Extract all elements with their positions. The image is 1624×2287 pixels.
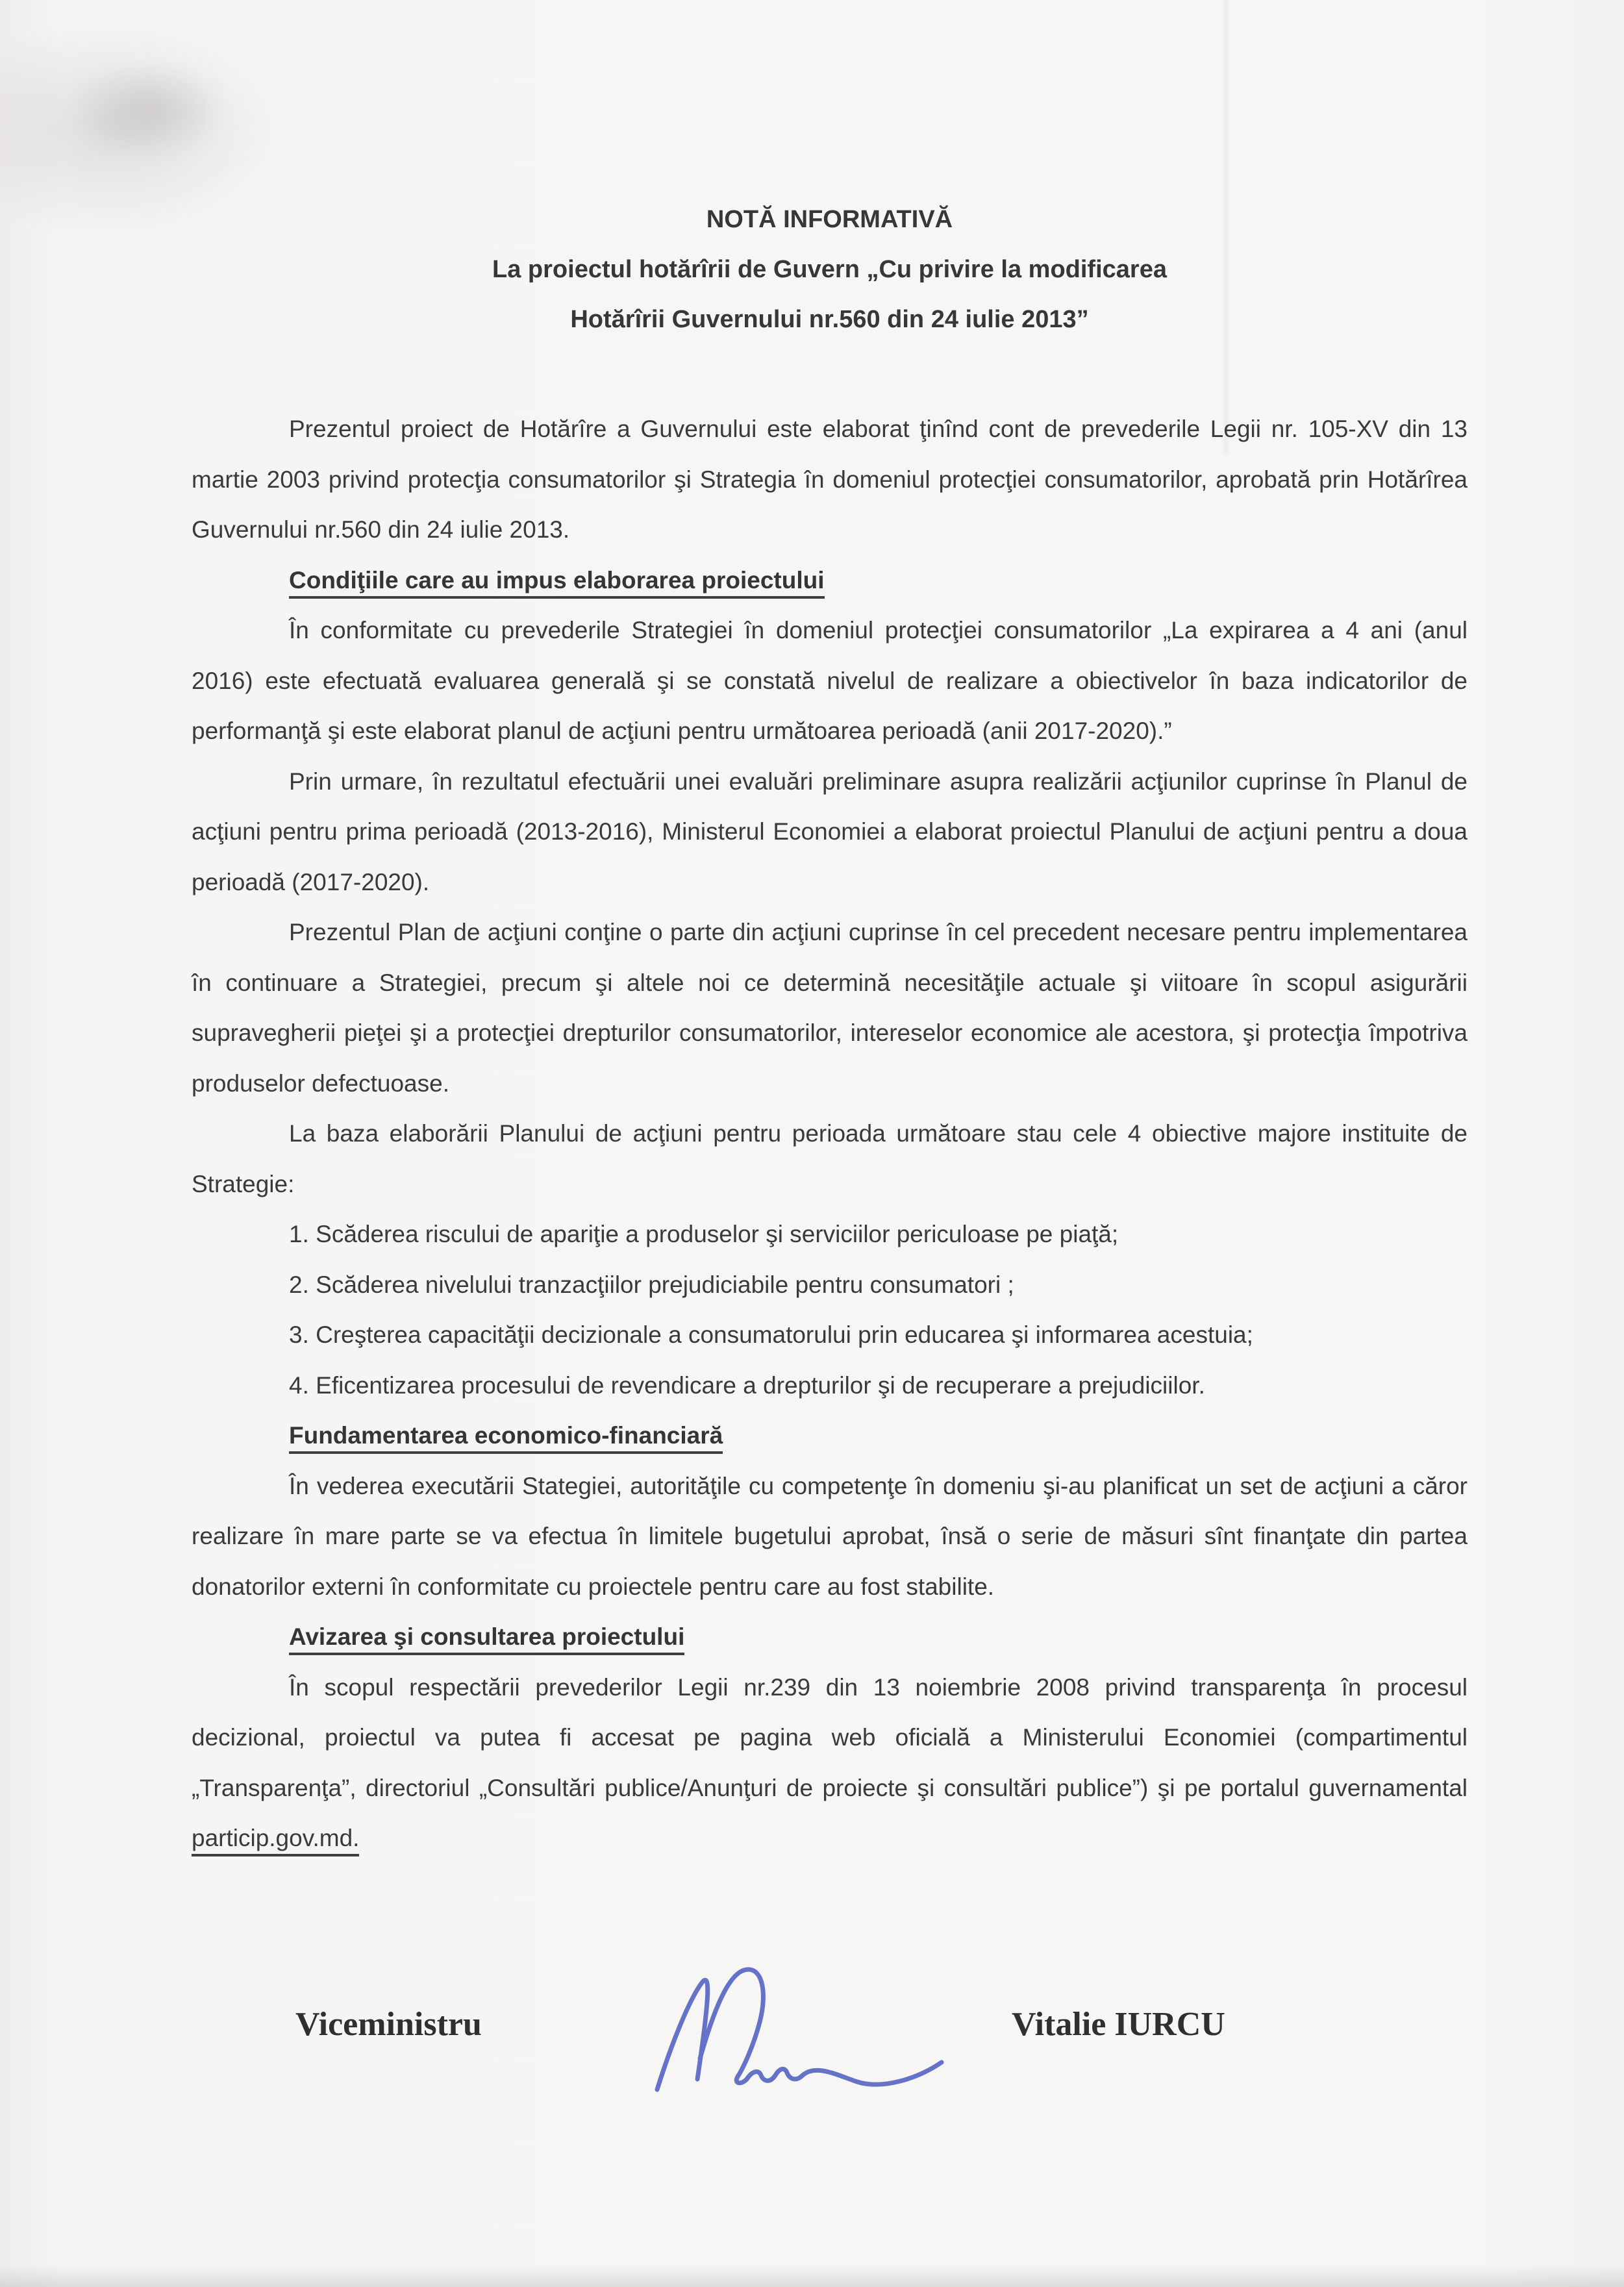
signer-role-label: Viceministru [295, 2006, 482, 2043]
scan-edge-shadow [0, 2265, 1624, 2287]
paragraph-plan-content: Prezentul Plan de acţiuni conţine o parte din acţiuni cuprinse în cel precedent necesare pentru implementarea în continuare a Strategiei, precum şi altele noi ce determină necesităţile actuale şi viitoare în scopul asigurării supravegherii pieţei şi a protecţiei drepturilor consumatorilor, intereselor economice ale acestora, şi protecţia împotriva produselor defectuoase. [192, 919, 1468, 1097]
document-subtitle-line1: La proiectul hotărîrii de Guvern „Cu privire la modificarea [492, 256, 1167, 283]
document-title-block [192, 195, 1468, 345]
objective-item-3: 3. Creşterea capacităţii decizionale a consumatorului prin educarea şi informarea acestuia; [289, 1321, 1253, 1348]
portal-link-text: particip.gov.md. [192, 1825, 359, 1856]
paragraph-financial: În vederea executării Stategiei, autorităţile cu competenţe în domeniu şi-au planificat un set de acţiuni a căror realizare în mare parte se va efectua în limitele bugetului aprobat, însă o serie de măsuri sînt finanţate din partea donatorilor externi în conformitate cu proiectele pentru care au fost stabilite. [192, 1472, 1468, 1600]
document-body [192, 195, 1468, 1864]
section-heading-financial-text: Fundamentarea economico-financiară [289, 1422, 723, 1454]
document-subtitle-line2: Hotărîrii Guvernului nr.560 din 24 iulie 2013” [570, 306, 1089, 333]
objective-item-1: 1. Scăderea riscului de apariţie a produselor şi serviciilor periculoase pe piaţă; [289, 1221, 1119, 1247]
section-heading-consultation [192, 1612, 1468, 1662]
section-heading-financial [192, 1410, 1468, 1461]
signer-name: Vitalie IURCU [1012, 2006, 1225, 2043]
objective-item-2: 2. Scăderea nivelului tranzacţiilor prejudiciabile pentru consumatori ; [289, 1271, 1014, 1298]
signature-block [0, 1974, 1624, 2143]
paragraph-transparency: În scopul respectării prevederilor Legii nr.239 din 13 noiembrie 2008 privind transparenţa în procesul decizional, proiectul va putea fi accesat pe pagina web oficială a Ministerului Economiei (compartimentul „Transparenţa”, directoriul „Consultări publice/Anunţuri de proiecte şi consultări publice”) şi pe portalul guvernamental [192, 1673, 1468, 1801]
objective-item-4: 4. Eficentizarea procesului de revendicare a drepturilor şi de recuperare a prejudiciilor. [289, 1371, 1205, 1399]
paragraph-evaluation-result: Prin urmare, în rezultatul efectuării unei evaluări preliminare asupra realizării acţiunilor cuprinse în Planul de acţiuni pentru prima perioadă (2013-2016), Ministerul Economiei a elaborat proiectul Planului de acţiuni pentru a doua perioadă (2017-2020). [192, 768, 1468, 895]
section-heading-conditions [192, 555, 1468, 606]
section-heading-conditions-text: Condiţiile care au impus elaborarea proiectului [289, 567, 825, 599]
paragraph-strategy-provision: În conformitate cu prevederile Strategiei în domeniul protecţiei consumatorilor „La expirarea a 4 ani (anul 2016) este efectuată evaluarea generală şi se constată nivelul de realizare a obiectivelor în baza indicatorilor de performanţă şi este elaborat planul de acţiuni pentru următoarea perioadă (anii 2017-2020).” [192, 617, 1468, 744]
section-heading-consultation-text: Avizarea şi consultarea proiectului [289, 1623, 684, 1655]
paragraph-legal-basis: Prezentul proiect de Hotărîre a Guvernului este elaborat ţinînd cont de prevederile Legii nr. 105-XV din 13 martie 2003 privind protecţia consumatorilor şi Strategia în domeniul protecţiei consumatorilor, aprobată prin Hotărîrea Guvernului nr.560 din 24 iulie 2013. [192, 416, 1468, 543]
paragraph-objectives-intro: La baza elaborării Planului de acţiuni pentru perioada următoare stau cele 4 obiective majore instituite de Strategie: [192, 1120, 1468, 1197]
handwritten-signature [623, 1942, 961, 2110]
portal-link-line [192, 1813, 1468, 1864]
scan-smudge [45, 45, 253, 175]
document-title: NOTĂ INFORMATIVĂ [706, 206, 953, 233]
